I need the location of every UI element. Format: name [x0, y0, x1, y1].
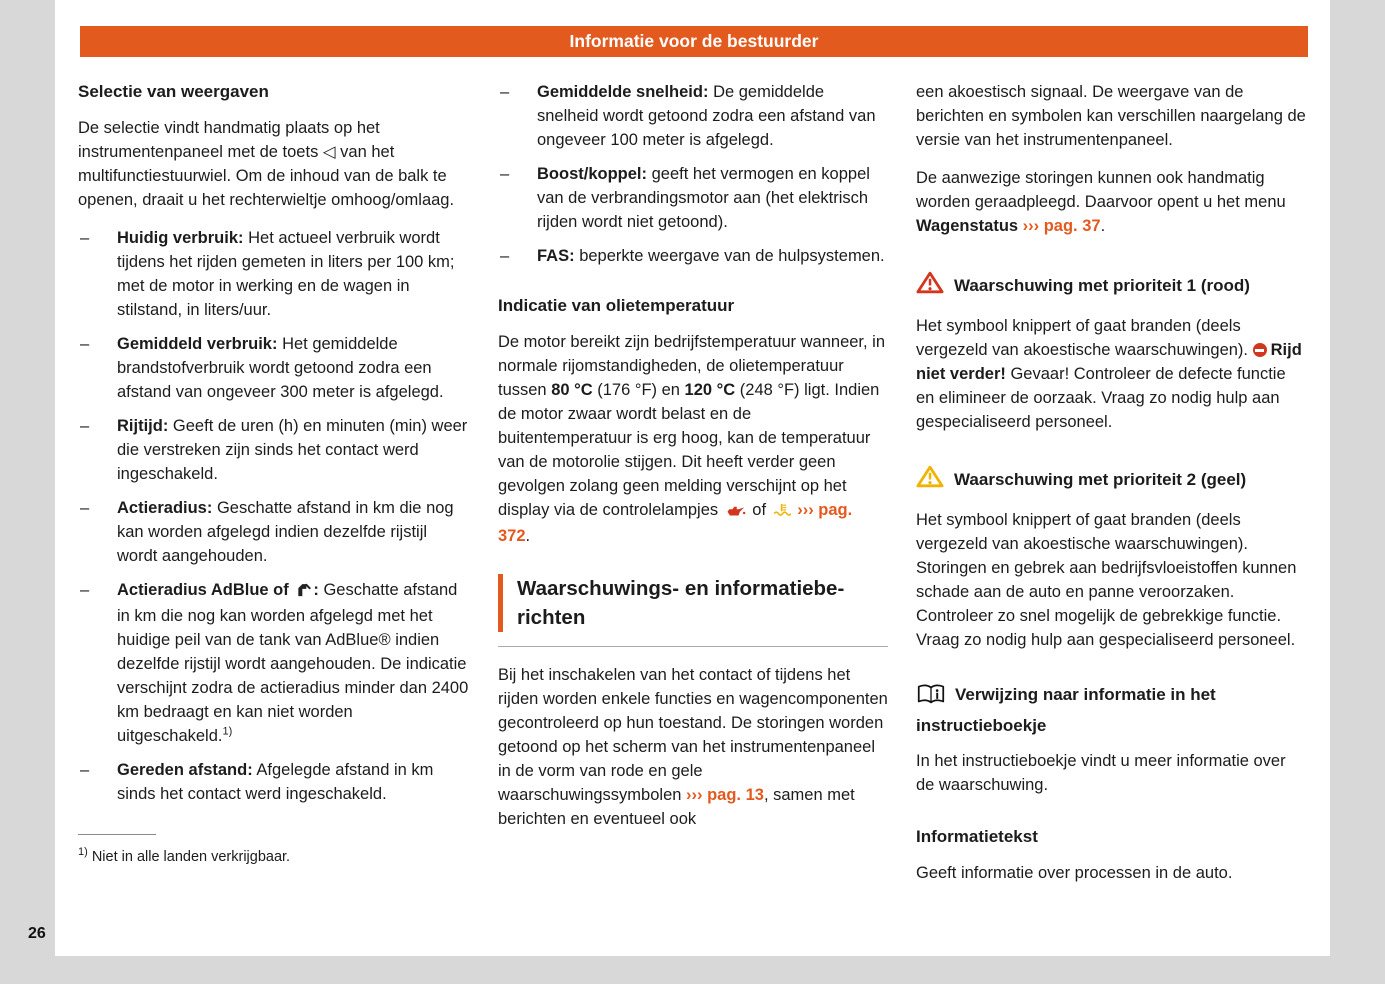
list-item	[78, 496, 471, 568]
page-37-link[interactable]: ››› pag. 37	[1022, 217, 1101, 235]
term-label: Actieradius:	[117, 499, 213, 517]
term-description: De gemiddelde snelheid wordt getoond zodra een afstand van ongeveer 100 meter is afgelegd.	[537, 83, 876, 149]
manual-book-icon	[916, 684, 946, 713]
heading-selectie-van-weergaven: Selectie van weergaven	[78, 82, 269, 101]
warning-priority-1-title: Waarschuwing met prioriteit 1 (rood)	[954, 276, 1250, 295]
bullet-dash: –	[500, 165, 510, 183]
warning-priority-2-body: Het symbool knippert of gaat branden (deels vergezeld van akoestische waarschuwingen). Storingen en gebrek aan bedrijfsvloeistoffen kunnen schade aan de auto en panne veroorzaken. Controleer zo snel mogelijk de gebrekkige functie. Vraag zo nodig hulp aan gespecialiseerd personeel.	[916, 511, 1297, 649]
intro-paragraph: De selectie vindt handmatig plaats op het instrumentenpaneel met de toets ◁ van het multifunctiestuurwiel. Om de inhoud van de balk te openen, draait u het rechterwieltje omhoog/omlaag.	[78, 119, 455, 209]
page-header-bar	[80, 26, 1308, 57]
page-number: 26	[28, 925, 46, 942]
warning-priority-2-heading	[916, 464, 1308, 496]
term-label: Gereden afstand:	[117, 761, 253, 779]
warning-priority-1-body	[916, 314, 1308, 434]
text-run: De motor bereikt zijn bedrijfstemperatuur wanneer, in normale rijomstandigheden, de olietemperatuur tussen	[498, 333, 886, 399]
bold-temp-80: 80 °C	[551, 381, 593, 399]
display-options-list	[78, 226, 471, 806]
footnote-text: Niet in alle landen verkrijgbaar.	[91, 849, 291, 865]
bullet-dash: –	[80, 335, 90, 353]
term-label: FAS:	[537, 247, 575, 265]
text-run: Het symbool knippert of gaat branden (deels vergezeld van akoestische waarschuwingen).	[916, 317, 1253, 359]
term-description: geeft het vermogen en koppel van de verbrandingsmotor aan (het elektrisch rijden wordt niet getoond).	[537, 165, 870, 231]
page-372-link[interactable]: ››› pag. 372	[498, 501, 853, 545]
text-run: (248 °F) ligt. Indien de motor zwaar wordt belast en de buitentemperatuur is erg hoog, kan de temperatuur van de motorolie stijgen. Dit heeft verder geen gevolgen zolang geen melding verschijnt op het display via de controlelampjes	[498, 381, 880, 519]
list-item	[498, 162, 888, 234]
term-description: Geschatte afstand in km die nog kan worden afgelegd met het huidige peil van de tank van AdBlue® indien dezelfde rijstijl wordt aangehouden. De indicatie verschijnt zodra de actieradius minder dan 2400 km bedraagt en kan niet worden uitgeschakeld.	[117, 581, 469, 745]
list-item	[78, 332, 471, 404]
informatietekst-body: Geeft informatie over processen in de auto.	[916, 864, 1233, 882]
text-run: , samen met berichten en eventueel ook	[498, 786, 855, 828]
text-run: De aanwezige storingen kunnen ook handmatig worden geraadpleegd. Daarvoor opent u het menu	[916, 169, 1286, 211]
list-item	[78, 758, 471, 806]
term-label: Huidig verbruik:	[117, 229, 244, 247]
term-description: Het actueel verbruik wordt tijdens het rijden gemeten in liters per 100 km; met de motor in werking en de wagen in stilstand, in liters/uur.	[117, 229, 455, 319]
warnings-intro-paragraph	[498, 663, 888, 831]
term-description: Geeft de uren (h) en minuten (min) weer die verstreken zijn sinds het contact werd ingeschakeld.	[117, 417, 468, 483]
no-entry-icon	[1253, 343, 1267, 357]
footnote	[78, 834, 471, 867]
text-run: .	[525, 527, 531, 545]
page-header-title: Informatie voor de bestuurder	[569, 31, 819, 51]
heading-line-1: Waarschuwings- en informatiebe-	[517, 577, 845, 600]
page-13-link[interactable]: ››› pag. 13	[686, 786, 764, 804]
bullet-dash: –	[80, 417, 90, 435]
warning-triangle-red-icon	[916, 270, 944, 302]
term-label: Gemiddeld verbruik:	[117, 335, 278, 353]
list-item	[78, 226, 471, 322]
list-item	[498, 80, 888, 152]
bullet-dash: –	[80, 229, 90, 247]
coolant-temperature-icon	[773, 500, 791, 524]
manual-reference-body: In het instructieboekje vindt u meer informatie over de waarschuwing.	[916, 752, 1286, 794]
do-not-drive-bold: Rijd niet verder!	[916, 341, 1302, 383]
display-options-list-continued	[498, 80, 888, 268]
manual-reference-heading	[916, 682, 1308, 739]
footnote-marker: 1)	[78, 846, 88, 859]
continued-paragraph: een akoestisch signaal. De weergave van de berichten en symbolen kan verschillen naargelang de versie van het instrumentenpaneel.	[916, 83, 1306, 149]
term-label: Actieradius AdBlue of	[117, 581, 289, 599]
warning-triangle-yellow-icon	[916, 464, 944, 496]
text-run: .	[1100, 217, 1106, 235]
oil-paragraph	[498, 330, 888, 548]
warning-priority-2-title: Waarschuwing met prioriteit 2 (geel)	[954, 470, 1247, 489]
warnings-section-heading-block	[498, 574, 888, 647]
footnote-divider	[78, 834, 156, 835]
warnings-section-heading	[498, 574, 888, 632]
list-item	[498, 244, 888, 268]
list-item	[78, 578, 471, 748]
bullet-dash: –	[500, 247, 510, 265]
bullet-dash: –	[80, 499, 90, 517]
heading-informatietekst: Informatietekst	[916, 827, 1038, 846]
adblue-pump-icon	[295, 580, 311, 604]
heading-olietemperatuur: Indicatie van olietemperatuur	[498, 296, 735, 315]
manual-reference-title: Verwijzing naar informatie in het instructieboekje	[916, 685, 1216, 735]
bullet-dash: –	[80, 581, 90, 599]
oil-pressure-icon	[725, 500, 746, 524]
term-description: Geschatte afstand in km die nog kan worden afgelegd indien dezelfde rijstijl wordt aangehouden.	[117, 499, 454, 565]
term-description: Afgelegde afstand in km sinds het contact werd ingeschakeld.	[117, 761, 434, 803]
term-label-colon: :	[313, 581, 319, 599]
term-description: beperkte weergave van de hulpsystemen.	[579, 247, 885, 265]
footnote-reference: 1)	[222, 725, 233, 738]
column-right	[916, 80, 1308, 899]
bold-temp-120: 120 °C	[684, 381, 736, 399]
list-item	[78, 414, 471, 486]
bullet-dash: –	[80, 761, 90, 779]
term-description: Het gemiddelde brandstofverbruik wordt getoond zodra een afstand van ongeveer 300 meter is afgelegd.	[117, 335, 444, 401]
bullet-dash: –	[500, 83, 510, 101]
term-label: Gemiddelde snelheid:	[537, 83, 709, 101]
text-run: of	[747, 501, 771, 519]
heading-line-2: richten	[517, 606, 586, 629]
manual-page	[55, 0, 1330, 956]
column-middle	[498, 80, 888, 845]
term-label: Boost/koppel:	[537, 165, 647, 183]
text-run: Bij het inschakelen van het contact of tijdens het rijden worden enkele functies en wagencomponenten gecontroleerd op hun toestand. De storingen worden getoond op het scherm van het instrumentenpaneel in de vorm van rode en gele waarschuwingssymbolen	[498, 666, 888, 804]
term-label: Rijtijd:	[117, 417, 169, 435]
column-left	[78, 80, 471, 867]
warning-priority-1-heading	[916, 270, 1308, 302]
wagenstatus-bold: Wagenstatus	[916, 217, 1023, 235]
text-run: Gevaar! Controleer de defecte functie en elimineer de oorzaak. Vraag zo nodig hulp aan gespecialiseerd personeel.	[916, 365, 1286, 431]
text-run: (176 °F) en	[592, 381, 685, 399]
wagenstatus-paragraph	[916, 166, 1308, 238]
